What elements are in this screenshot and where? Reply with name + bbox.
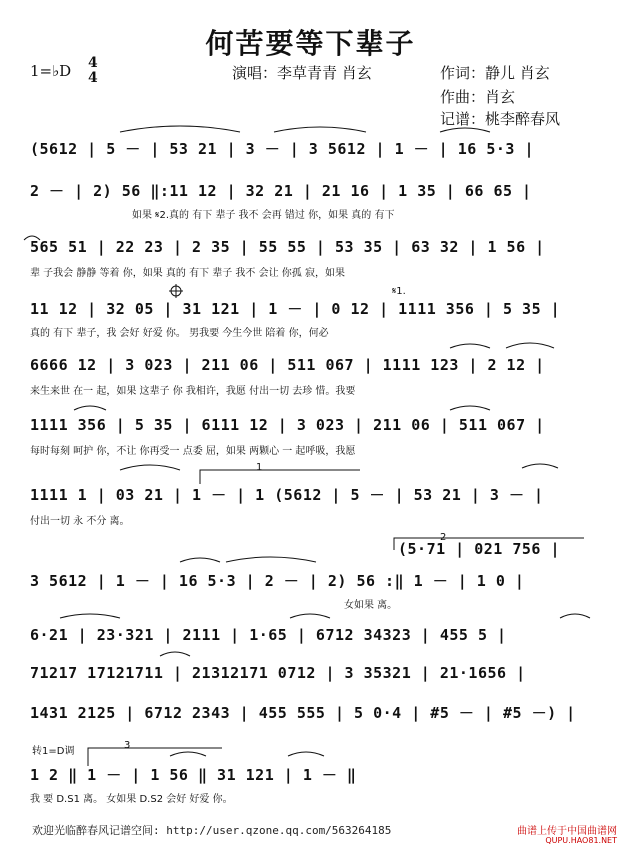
score-row-2-notes: 2 － | 2) 56 ‖:11 12 | 32 21 | 21 16 | 1 35 | 66 65 | — [30, 182, 532, 200]
score-row-7-lyrics: 付出一切 永 不分 离。 — [30, 516, 130, 527]
volta-bracket-2 — [394, 538, 584, 550]
score-row-4-lyrics: 真的 有下 辈子，我 会好 好爱 你。 男我要 今生今世 陪着 你，何必 — [30, 328, 329, 339]
score-row-13-notes: 1 2 ‖ 1 － | 1 56 ‖ 31 121 | 1 － ‖ — [30, 766, 357, 784]
score-row-9-notes: 3 5612 | 1 － | 16 5·3 | 2 － | 2) 56 :‖ 1 － | 1 0 | — [30, 572, 525, 590]
slur — [450, 344, 490, 348]
key-signature: 1=♭D — [30, 62, 72, 80]
volta-bracket-3 — [88, 748, 222, 766]
time-signature-bottom: 4 — [88, 70, 98, 86]
score-row-12-notes: 1431 2125 | 6712 2343 | 455 555 | 5 0·4 | #5 － | #5 －) | — [30, 704, 576, 722]
transcriber-credit: 记谱：桃李醉春风 — [440, 110, 561, 128]
slur — [522, 464, 558, 468]
singers-credit: 演唱：李草青青 肖玄 — [232, 64, 372, 82]
slur — [120, 126, 240, 132]
score-row-3-notes: 565 51 | 22 23 | 2 35 | 55 55 | 53 35 | 63 32 | 1 56 | — [30, 238, 545, 256]
slur — [180, 558, 220, 562]
volta-1-label: 1 — [256, 462, 263, 473]
score-row-5-lyrics: 来生来世 在一 起，如果 这辈子 你 我相许，我愿 付出一切 去珍 惜。我要 — [30, 386, 356, 397]
slur — [288, 752, 324, 756]
score-row-1-notes: (5612 | 5 － | 53 21 | 3 － | 3 5612 | 1 － | 16 5·3 | — [30, 140, 534, 158]
slur — [24, 236, 40, 240]
modulation-label: 转1=D调 — [32, 746, 75, 757]
slur — [60, 614, 120, 618]
site-brand: 曲谱上传于中国曲谱网 — [517, 826, 617, 837]
slur — [74, 406, 106, 410]
slur — [290, 614, 330, 618]
slur — [160, 652, 190, 656]
volta-3-label: 3 — [124, 740, 131, 751]
song-title: 何苦要等下辈子 — [205, 27, 416, 60]
score-row-3-lyrics: 辈 子我会 静静 等着 你，如果 真的 有下 辈子 我不 会让 你孤 寂，如果 — [30, 268, 345, 279]
slur — [440, 128, 490, 132]
composer-credit: 作曲：肖玄 — [440, 88, 516, 106]
score-row-8-notes: (5·71 | 021 756 | — [398, 540, 561, 558]
score-row-9-lyrics: 女如果 离。 — [344, 600, 398, 611]
score-row-11-notes: 71217 17121711 | 21312171 0712 | 3 35321 | 21·1656 | — [30, 664, 526, 682]
score-row-13-lyrics: 我 要 D.S1 离。 女如果 D.S2 会好 好爱 你。 — [30, 794, 233, 805]
slur — [274, 127, 366, 132]
volta-bracket-1 — [200, 470, 360, 484]
slur — [120, 465, 180, 470]
score-row-4-notes: 11 12 | 32 05 | 31 121 | 1 － | 0 12 | 1111 356 | 5 35 | — [30, 300, 561, 318]
slur — [506, 343, 554, 348]
score-row-6-lyrics: 每时每刻 呵护 你，不让 你再受一 点委 屈，如果 两颗心 一 起呼吸，我愿 — [30, 446, 356, 457]
score-row-2-lyrics: 如果 𝄋2.真的 有下 辈子 我不 会再 错过 你，如果 真的 有下 — [132, 210, 395, 221]
volta-2-label: 2 — [440, 532, 447, 543]
lyricist-credit: 作词：静儿 肖玄 — [440, 64, 550, 82]
score-row-10-notes: 6·21 | 23·321 | 2111 | 1·65 | 6712 34323 | 455 5 | — [30, 626, 507, 644]
slur — [170, 752, 206, 756]
slur — [226, 557, 316, 562]
footer-text: 欢迎光临醉春风记谱空间: http://user.qzone.qq.com/563264185 — [32, 824, 392, 837]
score-row-5-notes: 6666 12 | 3 023 | 211 06 | 511 067 | 1111 123 | 2 12 | — [30, 356, 545, 374]
score-row-7-notes: 1111 1 | 03 21 | 1 － | 1 (5612 | 5 － | 53 21 | 3 － | — [30, 486, 544, 504]
time-signature-top: 4 — [88, 55, 98, 71]
site-brand-url: QUPU.HAO81.NET — [545, 836, 617, 845]
slur — [450, 406, 490, 410]
slur — [560, 614, 590, 618]
score-row-6-notes: 1111 356 | 5 35 | 6111 12 | 3 023 | 211 06 | 511 067 | — [30, 416, 545, 434]
segno-one: 𝄋1. — [392, 286, 406, 297]
